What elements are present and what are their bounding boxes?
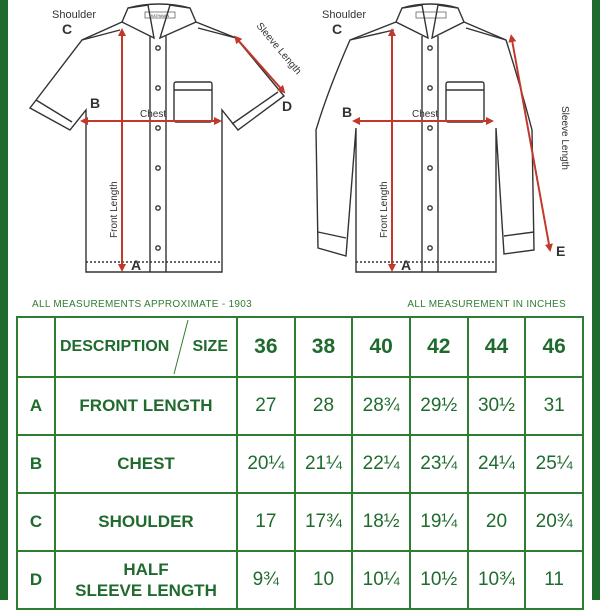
point-a-label-long: A bbox=[401, 257, 412, 273]
table-cell: 31 bbox=[525, 377, 583, 435]
table-cell: 20¼ bbox=[237, 435, 295, 493]
table-row-front-length bbox=[17, 377, 583, 435]
table-cell: 10 bbox=[295, 551, 353, 609]
row-key: B bbox=[17, 435, 55, 493]
table-cell: 23¼ bbox=[410, 435, 468, 493]
table-cell: 27 bbox=[237, 377, 295, 435]
size-40-header: 40 bbox=[352, 317, 410, 377]
chest-label: Chest bbox=[140, 109, 167, 120]
table-row-shoulder bbox=[17, 493, 583, 551]
table-cell: 25¼ bbox=[525, 435, 583, 493]
chest-label-long: Chest bbox=[412, 109, 439, 120]
table-cell: 10¼ bbox=[352, 551, 410, 609]
point-b-label: B bbox=[90, 95, 101, 111]
table-cell: 10½ bbox=[410, 551, 468, 609]
table-cell: 24¼ bbox=[468, 435, 526, 493]
header-description-cell bbox=[55, 317, 237, 377]
size-table bbox=[16, 316, 584, 610]
table-cell: 20 bbox=[468, 493, 526, 551]
front-length-label-long: Front Length bbox=[379, 181, 390, 238]
row-label: CHEST bbox=[55, 435, 237, 493]
row-label bbox=[55, 551, 237, 609]
table-cell: 19¼ bbox=[410, 493, 468, 551]
table-cell: 30½ bbox=[468, 377, 526, 435]
front-length-label: Front Length bbox=[109, 181, 120, 238]
size-44-header: 44 bbox=[468, 317, 526, 377]
approximate-note: ALL MEASUREMENTS APPROXIMATE - 1903 bbox=[32, 299, 253, 310]
shirt-diagrams bbox=[0, 0, 600, 290]
row-label: SHOULDER bbox=[55, 493, 237, 551]
row-key: A bbox=[17, 377, 55, 435]
row-key: C bbox=[17, 493, 55, 551]
long-sleeve-shirt-illustration bbox=[316, 4, 534, 272]
point-e-label: E bbox=[556, 243, 566, 259]
table-header-row bbox=[17, 317, 583, 377]
point-b-label-long: B bbox=[342, 104, 353, 120]
table-cell: 20¾ bbox=[525, 493, 583, 551]
point-c-label-long: C bbox=[332, 21, 343, 37]
point-c-label: C bbox=[62, 21, 73, 37]
table-row-half-sleeve bbox=[17, 551, 583, 609]
table-row-chest bbox=[17, 435, 583, 493]
size-46-header: 46 bbox=[525, 317, 583, 377]
table-cell: 10¾ bbox=[468, 551, 526, 609]
units-note: ALL MEASUREMENT IN INCHES bbox=[407, 299, 566, 310]
row-label-line1: HALF bbox=[123, 560, 169, 579]
description-header: DESCRIPTION bbox=[60, 338, 170, 355]
short-sleeve-shirt-illustration bbox=[30, 4, 284, 272]
size-42-header: 42 bbox=[410, 317, 468, 377]
sleeve-length-label: Sleeve Length bbox=[253, 20, 304, 77]
point-a-label: A bbox=[131, 257, 142, 273]
table-cell: 17¾ bbox=[295, 493, 353, 551]
sleeve-length-arrow-long bbox=[512, 40, 550, 250]
table-cell: 11 bbox=[525, 551, 583, 609]
sleeve-length-label-long: Sleeve Length bbox=[559, 106, 570, 170]
table-cell: 18½ bbox=[352, 493, 410, 551]
shirt-tag-text: KATHAVAN bbox=[150, 14, 170, 18]
size-36-header: 36 bbox=[237, 317, 295, 377]
table-cell: 17 bbox=[237, 493, 295, 551]
row-label: FRONT LENGTH bbox=[55, 377, 237, 435]
row-label-line2: SLEEVE LENGTH bbox=[75, 581, 217, 600]
shoulder-label-long: Shoulder bbox=[322, 9, 367, 21]
table-cell: 28 bbox=[295, 377, 353, 435]
point-d-label: D bbox=[282, 98, 293, 114]
table-cell: 21¼ bbox=[295, 435, 353, 493]
shoulder-label: Shoulder bbox=[52, 9, 97, 21]
table-cell: 22¼ bbox=[352, 435, 410, 493]
size-header: SIZE bbox=[192, 338, 228, 355]
table-cell: 9¾ bbox=[237, 551, 295, 609]
header-blank-cell bbox=[17, 317, 55, 377]
row-key: D bbox=[17, 551, 55, 609]
table-cell: 29½ bbox=[410, 377, 468, 435]
size-38-header: 38 bbox=[295, 317, 353, 377]
table-cell: 28¾ bbox=[352, 377, 410, 435]
